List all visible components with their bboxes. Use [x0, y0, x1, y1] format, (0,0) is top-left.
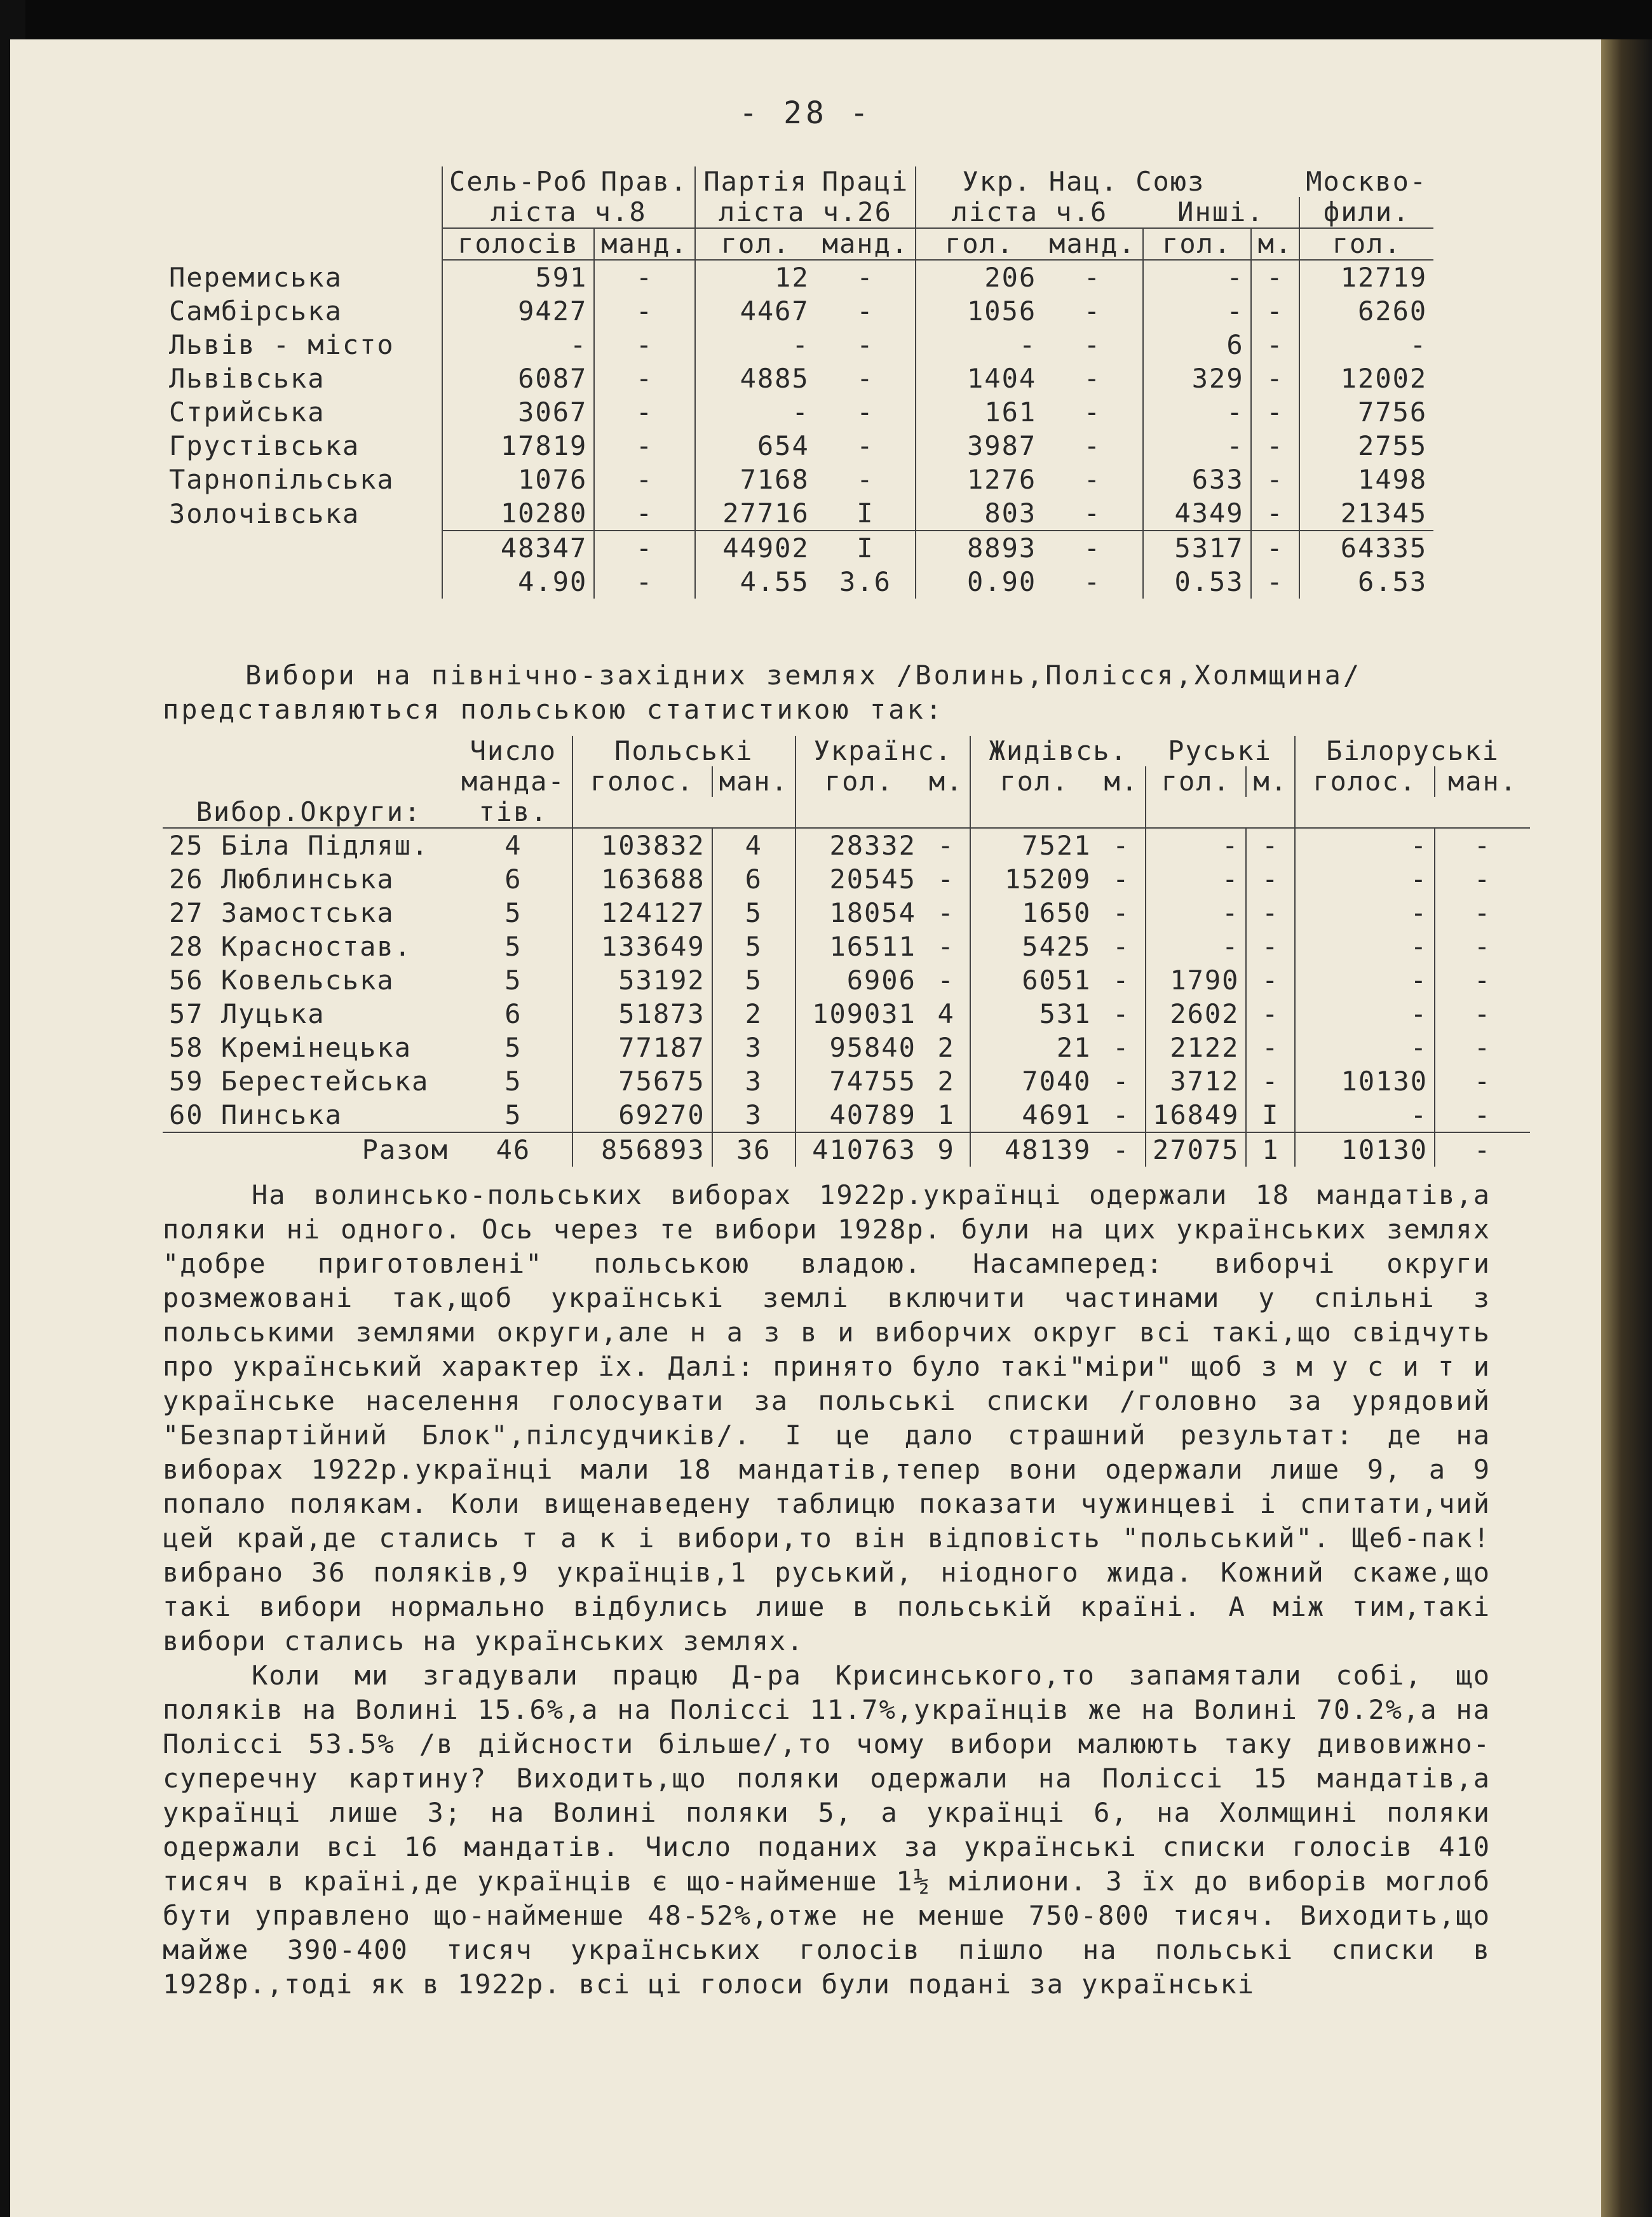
table-row	[163, 963, 1530, 997]
table-cell: -	[1083, 430, 1102, 461]
table-cell: 4	[937, 998, 955, 1029]
table-cell: 10130	[1295, 1132, 1435, 1167]
header-cell: Жидівсь.	[970, 736, 1146, 766]
election-table-galicia	[163, 166, 1433, 599]
paragraph: Коли ми згадували працю Д-ра Крисинського,то запамятали собі, що поляків на Волині 15.6%,а на Поліссі 11.7%,українців же на Волині 70.2%,а на Поліссі 53.5% /в дійсности більше/,то чому вибори малюють таку дивовижно-суперечну картину? Виходить,що поляки одержали на Поліссі 15 мандатів,а українці лише 3; на Волині поляки 5, а українці 6, на Холмщині поляки одержали всі 16 мандатів. Число поданих за українські списки голосів 410 тисяч в країні,де українців є що-найменше 1½ мілиони. З їх до виборів моглоб бути управлено що-найменше 48-52%,отже не менше 750-800 тисяч. Виходить,що майже 390-400 тисяч українських голосів пішло на польські списки в 1928р.,тоді як в 1922р. всі ці голоси були подані за українські	[163, 1660, 1491, 2000]
table-cell: 5	[712, 896, 796, 930]
table-cell: 28 Красностав.	[169, 931, 412, 962]
table-cell: -	[1246, 930, 1295, 963]
header-cell: Укр. Нац. Союз	[916, 166, 1250, 197]
table-cell: 7168	[695, 463, 816, 496]
header-cell: манда-	[461, 766, 565, 797]
header-cell: м.	[1104, 766, 1139, 797]
table-cell: Золочівська	[169, 498, 360, 529]
table-cell: 8893	[916, 531, 1043, 565]
header-cell: голосів	[442, 228, 594, 260]
table-cell: 18054	[796, 896, 923, 930]
table-cell: 4	[712, 828, 796, 862]
table-cell: -	[856, 397, 874, 428]
table-cell: -	[1251, 362, 1300, 395]
table-cell: -	[1246, 896, 1295, 930]
table-row	[163, 395, 1433, 429]
table-cell: 109031	[796, 997, 923, 1031]
table-cell: 21345	[1299, 496, 1433, 531]
table-cell: 57 Луцька	[169, 998, 325, 1029]
table-cell: 5	[504, 1099, 522, 1130]
table-cell: -	[1113, 897, 1130, 928]
header-cell: ман.	[712, 766, 796, 797]
table-cell: 51873	[572, 997, 712, 1031]
table-cell: 4885	[695, 362, 816, 395]
table-cell: 74755	[796, 1064, 923, 1098]
table-cell: 5	[712, 930, 796, 963]
table-cell: 4349	[1143, 496, 1251, 531]
table-cell: Перемиська	[169, 261, 342, 293]
header-cell: м.	[928, 766, 964, 797]
table-row	[163, 260, 1433, 294]
table-cell: 803	[916, 496, 1043, 531]
table-cell: 4467	[695, 294, 816, 328]
table-cell: -	[1295, 930, 1435, 963]
header-cell: гол.	[1146, 766, 1246, 797]
header-cell: фили.	[1299, 197, 1433, 228]
table-cell: -	[1251, 565, 1300, 599]
table-cell: 5	[504, 897, 522, 928]
table-cell: -	[916, 328, 1043, 362]
table-cell: 410763	[796, 1132, 923, 1167]
table-cell: -	[856, 295, 874, 327]
table-cell: -	[1146, 930, 1246, 963]
table-cell: -	[594, 565, 694, 599]
table-cell: 5317	[1143, 531, 1251, 565]
header-cell: Сель-Роб	[442, 166, 594, 197]
table-cell: -	[1295, 896, 1435, 930]
header-cell: гол.	[1143, 228, 1251, 260]
table-cell: -	[1251, 531, 1300, 565]
table-cell: 7756	[1299, 395, 1433, 429]
table-header-row	[163, 797, 1530, 828]
header-cell: Прав.	[600, 166, 688, 197]
table-header-row	[163, 736, 1530, 766]
table-cell: 10280	[442, 496, 594, 531]
table-cell: -	[1295, 862, 1435, 896]
table-cell: 6	[504, 864, 522, 895]
table-cell: 5	[712, 963, 796, 997]
table-cell: -	[1113, 830, 1130, 861]
header-cell: Партія	[695, 166, 816, 197]
table-cell: -	[1083, 295, 1102, 327]
table-cell: 15209	[970, 862, 1097, 896]
table-row	[163, 930, 1530, 963]
table-cell: -	[1143, 294, 1251, 328]
table-cell: -	[937, 931, 955, 962]
table-cell: 3067	[442, 395, 594, 429]
table-row	[163, 1098, 1530, 1132]
table-cell: -	[1295, 1098, 1435, 1132]
table-cell: -	[1083, 397, 1102, 428]
table-cell: 0.90	[916, 565, 1043, 599]
table-cell: Тарнопільська	[169, 464, 395, 495]
table-cell: 48139	[970, 1132, 1097, 1167]
table-header-row	[163, 766, 1530, 797]
table-cell: 1650	[970, 896, 1097, 930]
header-cell: Руські	[1168, 735, 1272, 766]
header-cell: Білоруські	[1295, 736, 1530, 766]
header-cell: манд.	[816, 228, 916, 260]
table-cell: -	[1143, 260, 1251, 294]
table-cell: 5	[504, 965, 522, 996]
table-cell: -	[1146, 828, 1246, 862]
table-cell: -	[1083, 363, 1102, 394]
table-cell: 531	[970, 997, 1097, 1031]
table-cell: 2122	[1146, 1031, 1246, 1064]
table-cell: 75675	[572, 1064, 712, 1098]
table-cell: -	[594, 496, 694, 531]
table-cell: 16849	[1146, 1098, 1246, 1132]
header-cell: ліста ч.6	[916, 197, 1142, 228]
table-cell: 856893	[572, 1132, 712, 1167]
header-cell: тів.	[455, 797, 572, 828]
table-cell: -	[594, 531, 694, 565]
document-page	[10, 39, 1601, 2217]
table-cell: 7040	[970, 1064, 1097, 1098]
header-cell: манд.	[594, 228, 694, 260]
table-cell: -	[937, 830, 955, 861]
table-cell: 17819	[442, 429, 594, 463]
table-cell: -	[1113, 1066, 1130, 1097]
header-cell: ман.	[1435, 766, 1530, 797]
table-cell: 16511	[796, 930, 923, 963]
table-cell: -	[1146, 862, 1246, 896]
table-cell: 12	[695, 260, 816, 294]
table-cell: -	[1295, 963, 1435, 997]
table-cell: -	[1246, 828, 1295, 862]
table-cell: -	[1246, 963, 1295, 997]
table-cell: -	[1043, 531, 1142, 565]
table-cell: -	[1113, 931, 1130, 962]
table-cell: -	[1083, 329, 1102, 360]
table-cell: 59 Берестейська	[169, 1066, 430, 1097]
table-cell: 0.53	[1143, 565, 1251, 599]
table-cell: 3712	[1146, 1064, 1246, 1098]
table-cell: 44902	[695, 531, 816, 565]
table-cell: -	[1295, 828, 1435, 862]
table-cell: Грустівська	[169, 430, 360, 461]
total-row	[163, 531, 1433, 565]
table-cell: -	[1435, 896, 1530, 930]
table-cell: -	[594, 362, 694, 395]
table-cell: 9	[923, 1132, 971, 1167]
table-cell: -	[594, 260, 694, 294]
table-cell: 3	[712, 1098, 796, 1132]
table-row	[163, 1031, 1530, 1064]
table-row	[163, 828, 1530, 862]
header-cell: голос.	[572, 766, 712, 797]
header-cell: Праці	[822, 166, 909, 197]
header-cell: Инші.	[1143, 197, 1300, 228]
table-cell: 1276	[916, 463, 1043, 496]
table-row	[163, 496, 1433, 531]
table-cell: Стрийська	[169, 397, 325, 428]
table-cell: 6051	[970, 963, 1097, 997]
table-cell: 2	[937, 1032, 955, 1063]
table-cell: -	[594, 294, 694, 328]
table-cell: 1498	[1299, 463, 1433, 496]
table-cell: -	[1083, 464, 1102, 495]
table-cell: 4.90	[442, 565, 594, 599]
table-cell: -	[1295, 997, 1435, 1031]
table-cell: Разом	[163, 1132, 455, 1167]
table-cell: -	[594, 429, 694, 463]
header-cell: голос.	[1295, 766, 1435, 797]
table-cell: 5	[504, 931, 522, 962]
table-cell: -	[1146, 896, 1246, 930]
table-cell: 6906	[796, 963, 923, 997]
header-cell	[1251, 166, 1300, 197]
header-cell: ліста ч.26	[695, 197, 916, 228]
table-cell: -	[1143, 429, 1251, 463]
table-cell: -	[1251, 294, 1300, 328]
table-cell: 4	[504, 830, 522, 861]
table-cell: -	[1097, 1132, 1146, 1167]
table-cell: -	[1299, 328, 1433, 362]
table-cell: -	[1083, 498, 1102, 529]
table-cell: 1076	[442, 463, 594, 496]
table-cell: 1	[1246, 1132, 1295, 1167]
header-cell: манд.	[1043, 228, 1142, 260]
table-cell: -	[695, 328, 816, 362]
table-header-row	[163, 166, 1433, 197]
header-cell: гол.	[695, 228, 816, 260]
table-cell: 6087	[442, 362, 594, 395]
header-cell: гол.	[1299, 228, 1433, 260]
table-cell: 591	[442, 260, 594, 294]
table-cell: 56 Ковельська	[169, 965, 395, 996]
total-row	[163, 1132, 1530, 1167]
table-cell: 28332	[796, 828, 923, 862]
table-cell: -	[937, 864, 955, 895]
table-cell: 124127	[572, 896, 712, 930]
header-cell: Москво-	[1306, 166, 1428, 197]
header-cell: ліста ч.8	[442, 197, 695, 228]
table-row	[163, 1064, 1530, 1098]
table-row	[163, 429, 1433, 463]
table-cell: -	[856, 464, 874, 495]
table-cell: 6260	[1299, 294, 1433, 328]
table-cell: 10130	[1295, 1064, 1435, 1098]
header-cell: м.	[1246, 766, 1295, 797]
table-cell: -	[1113, 864, 1130, 895]
table-cell: 103832	[572, 828, 712, 862]
table-cell: 1056	[916, 294, 1043, 328]
table-cell: -	[1113, 998, 1130, 1029]
table-cell: Львів - місто	[169, 329, 395, 360]
table-cell: 2	[712, 997, 796, 1031]
table-cell: I	[856, 498, 874, 529]
table-cell: 9427	[442, 294, 594, 328]
table-cell: -	[1435, 1098, 1530, 1132]
header-cell: м.	[1251, 228, 1300, 260]
table-cell: -	[1435, 862, 1530, 896]
table-cell: -	[594, 463, 694, 496]
body-text	[163, 1178, 1491, 2002]
table-cell: -	[1435, 1064, 1530, 1098]
table-cell: 3	[712, 1064, 796, 1098]
intro-line-1: Вибори на північно-західних землях /Волинь,Полісся,Холмщина/	[245, 660, 1362, 691]
table-cell: 27716	[695, 496, 816, 531]
table-cell: -	[1435, 963, 1530, 997]
header-cell: Число	[470, 735, 557, 766]
table-cell: 6.53	[1299, 565, 1433, 599]
table-cell: -	[1435, 1031, 1530, 1064]
table-cell: -	[856, 262, 874, 293]
table-cell: -	[937, 897, 955, 928]
table-cell: 1790	[1146, 963, 1246, 997]
table-cell: 7521	[970, 828, 1097, 862]
table-cell: 60 Пинська	[169, 1099, 342, 1130]
table-cell: -	[856, 363, 874, 394]
table-cell: -	[1295, 1031, 1435, 1064]
header-cell: гол.	[916, 228, 1043, 260]
table-cell: -	[1435, 997, 1530, 1031]
table-cell: 25 Біла Підляш.	[169, 830, 430, 861]
paragraph: На волинсько-польських виборах 1922р.українці одержали 18 мандатів,а поляки ні одного. Ось через те вибори 1928р. були на цих українських землях "добре приготовлені" польською владою. Насамперед: виборчі округи розмежовані так,щоб українські землі включити частинами у спільні з польськими землями округи,але н а з в и виборчих округ всі такі,що свідчуть про український характер їх. Далі: принято було такі"міри" щоб з м у с и т и українське населення голосувати за польські списки /головно за урядовий "Безпартійний Блок",пілсудчиків/. І це дало страшний результат: де на виборах 1922р.українці мали 18 мандатів,тепер вони одержали лише 9, а 9 попало полякам. Коли вищенаведену таблицю показати чужинцеві і спитати,чий цей край,де стались т а к і вибори,то він відповість "польський". Щеб-пак! вибрано 36 поляків,9 українців,1 руський, ніодного жида. Кожний скаже,що такі вибори нормально відбулись лише в польській країні. А між тим,такі вибори стались на українських землях.	[163, 1179, 1491, 1657]
table-row	[163, 862, 1530, 896]
table-cell: -	[856, 430, 874, 461]
header-cell: гол.	[970, 766, 1097, 797]
header-cell: Вибор.Округи:	[163, 797, 455, 828]
table-cell: -	[856, 329, 874, 360]
header-cell: гол.	[796, 766, 923, 797]
table-cell: 1404	[916, 362, 1043, 395]
table-cell: -	[1113, 965, 1130, 996]
table-cell: 161	[916, 395, 1043, 429]
table-cell: 2602	[1146, 997, 1246, 1031]
table-cell: 53192	[572, 963, 712, 997]
table-cell: -	[1083, 262, 1102, 293]
table-cell: 64335	[1299, 531, 1433, 565]
table-cell: 2	[937, 1066, 955, 1097]
table-cell: -	[1251, 429, 1300, 463]
table-cell: -	[1251, 260, 1300, 294]
table-cell: 6	[1143, 328, 1251, 362]
page-number: - 28 -	[739, 95, 872, 131]
election-table-northwest	[163, 736, 1530, 1167]
table-cell: 27 Замостська	[169, 897, 395, 928]
table-cell: Львівська	[169, 363, 325, 394]
table-cell: I	[816, 531, 916, 565]
table-cell: -	[1246, 1031, 1295, 1064]
table-cell: -	[1251, 463, 1300, 496]
table-cell: -	[1113, 1099, 1130, 1130]
table-cell: 27075	[1146, 1132, 1246, 1167]
table-cell: 12719	[1299, 260, 1433, 294]
table-cell: 69270	[572, 1098, 712, 1132]
table-cell: -	[1246, 862, 1295, 896]
table-cell: -	[1435, 930, 1530, 963]
table-cell: 133649	[572, 930, 712, 963]
table-row	[163, 997, 1530, 1031]
table-cell: -	[1246, 1064, 1295, 1098]
table-cell: 4.55	[695, 565, 816, 599]
table-row	[163, 463, 1433, 496]
table-cell: 5	[504, 1032, 522, 1063]
table-cell: 46	[455, 1132, 572, 1167]
table-cell: 163688	[572, 862, 712, 896]
table-cell: 3	[712, 1031, 796, 1064]
table-cell: -	[1435, 828, 1530, 862]
table-cell: -	[594, 328, 694, 362]
table-row	[163, 328, 1433, 362]
table-cell: -	[937, 965, 955, 996]
page-edge	[1601, 39, 1652, 2217]
table-row	[163, 896, 1530, 930]
table-cell: 4691	[970, 1098, 1097, 1132]
table-cell: 26 Люблинська	[169, 864, 395, 895]
table-cell: -	[1113, 1032, 1130, 1063]
percent-row	[163, 565, 1433, 599]
table-cell: -	[695, 395, 816, 429]
table-cell: 5	[504, 1066, 522, 1097]
table-cell: 654	[695, 429, 816, 463]
table-cell: 95840	[796, 1031, 923, 1064]
intro-line-2: представляються польською статистикою так:	[163, 694, 945, 725]
table-cell: -	[1435, 1132, 1530, 1167]
table-cell: -	[1251, 395, 1300, 429]
table-cell: 3987	[916, 429, 1043, 463]
table-cell: 633	[1143, 463, 1251, 496]
table-cell: Самбірська	[169, 295, 342, 327]
table-cell: 6	[712, 862, 796, 896]
table-cell: 12002	[1299, 362, 1433, 395]
table-cell: 36	[712, 1132, 796, 1167]
table-cell: 21	[970, 1031, 1097, 1064]
table-cell: -	[1246, 997, 1295, 1031]
table-header-row	[163, 197, 1433, 228]
table-cell: 58 Кремінецька	[169, 1032, 412, 1063]
table-cell: 77187	[572, 1031, 712, 1064]
table-cell: -	[594, 395, 694, 429]
header-cell: Польські	[572, 736, 796, 766]
table-cell: 6	[504, 998, 522, 1029]
table-cell: 40789	[796, 1098, 923, 1132]
table-cell: 3.6	[839, 566, 891, 597]
table-cell: -	[1083, 566, 1102, 597]
table-cell: 5425	[970, 930, 1097, 963]
table-cell: I	[1246, 1098, 1295, 1132]
table-cell: 329	[1143, 362, 1251, 395]
header-cell: Українс.	[796, 736, 971, 766]
table-cell: 48347	[442, 531, 594, 565]
table-cell: -	[442, 328, 594, 362]
table-row	[163, 294, 1433, 328]
table-cell: 1	[937, 1099, 955, 1130]
table-cell: 20545	[796, 862, 923, 896]
table-cell: -	[1251, 328, 1300, 362]
table-cell: 2755	[1299, 429, 1433, 463]
table-cell: -	[1251, 496, 1300, 531]
table-header-row	[163, 228, 1433, 260]
table-cell: -	[1143, 395, 1251, 429]
table-row	[163, 362, 1433, 395]
table-cell: 206	[916, 260, 1043, 294]
